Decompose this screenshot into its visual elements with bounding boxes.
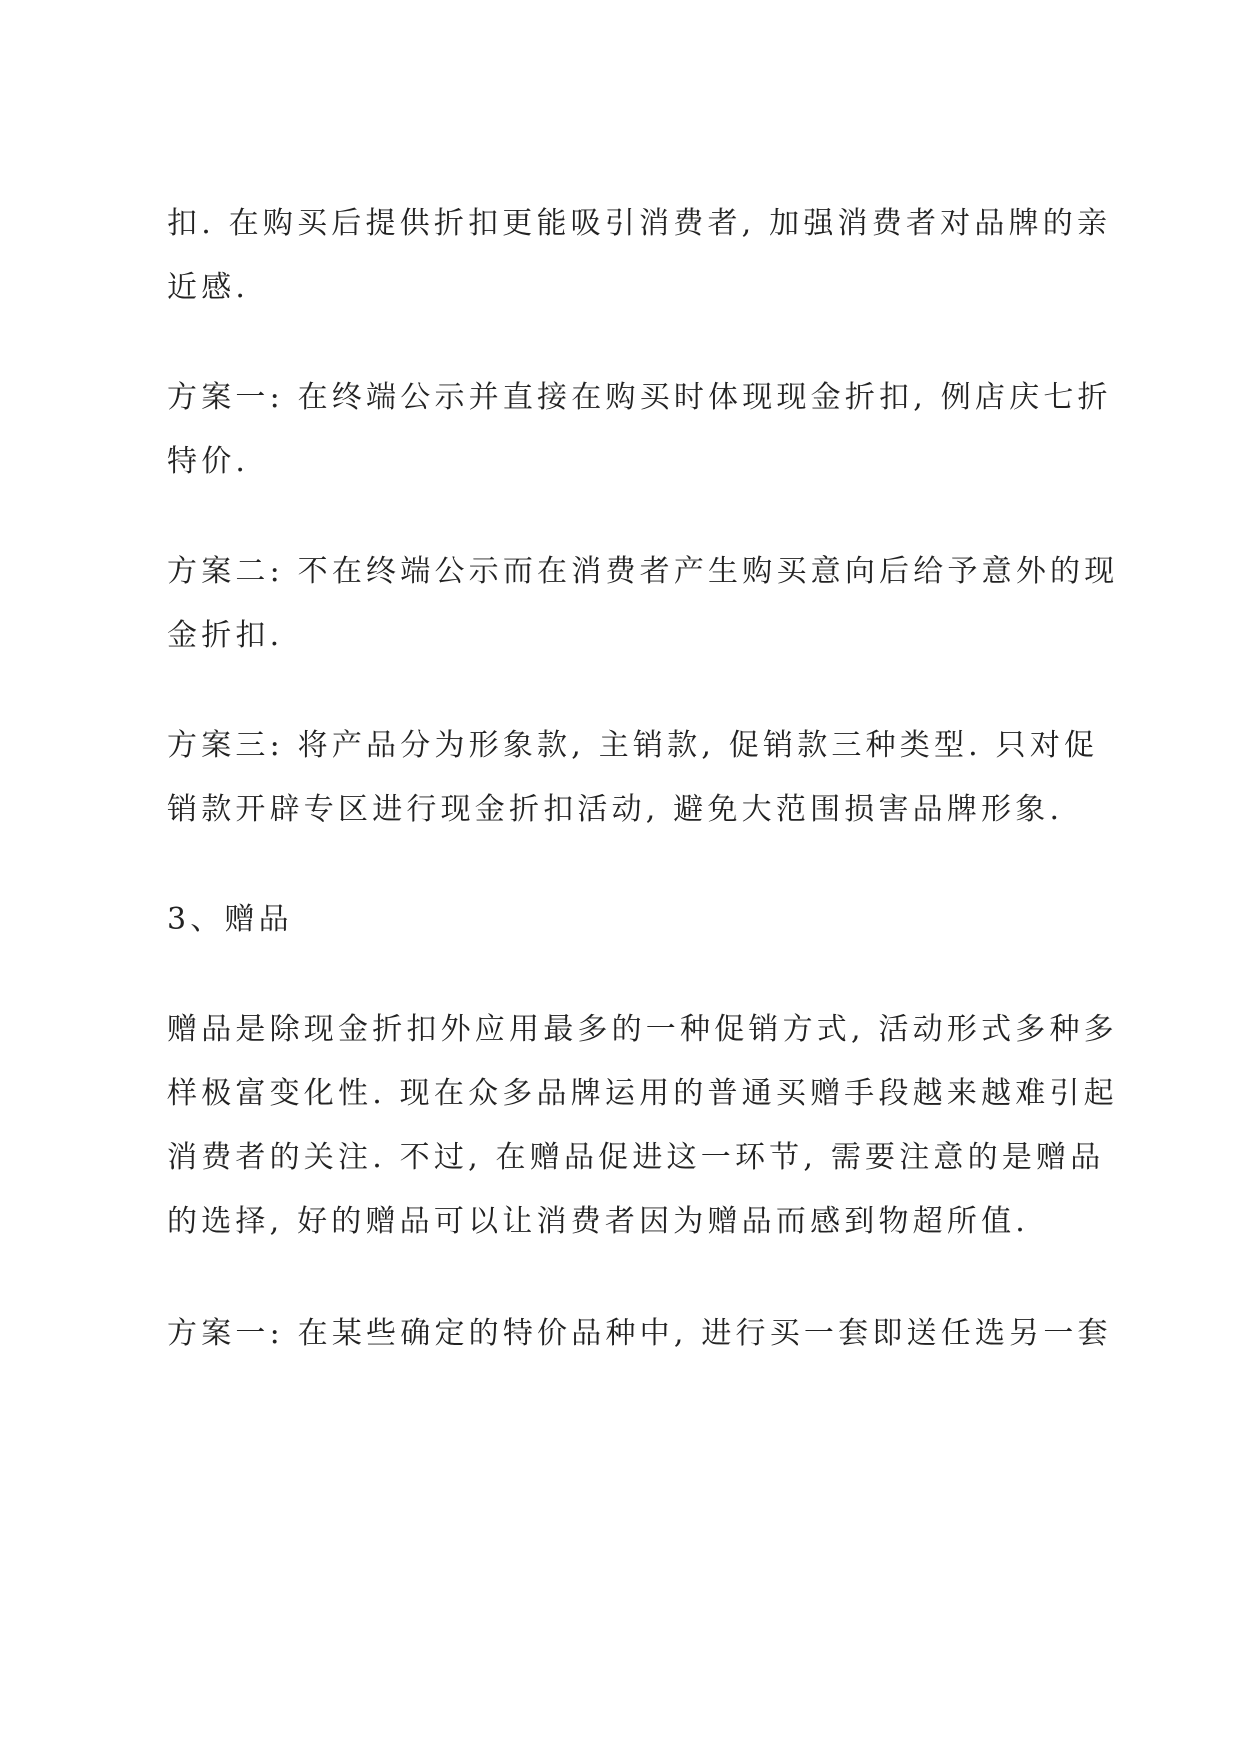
- text-line: 方案一: 在某些确定的特价品种中, 进行买一套即送任选另一套: [167, 1316, 1112, 1351]
- text-line: 的选择, 好的赠品可以让消费者因为赠品而感到物超所值.: [167, 1204, 1030, 1239]
- heading-line: 3、赠品: [167, 902, 293, 937]
- text-line: 样极富变化性. 现在众多品牌运用的普通买赠手段越来越难引起: [167, 1076, 1118, 1111]
- paragraph-discount-intro: [167, 192, 1112, 320]
- text-line: 方案三: 将产品分为形象款, 主销款, 促销款三种类型. 只对促: [167, 728, 1099, 763]
- text-line: 特价.: [167, 444, 250, 479]
- text-line: 金折扣.: [167, 618, 284, 653]
- text-line: 销款开辟专区进行现金折扣活动, 避免大范围损害品牌形象.: [167, 792, 1064, 827]
- paragraph-plan-one: [167, 366, 1112, 494]
- text-line: 方案一: 在终端公示并直接在购买时体现现金折扣, 例店庆七折: [167, 380, 1112, 415]
- text-line: 方案二: 不在终端公示而在消费者产生购买意向后给予意外的现: [167, 554, 1119, 589]
- section-heading-gifts: [167, 888, 1097, 952]
- paragraph-gifts-description: [167, 998, 1118, 1254]
- paragraph-plan-three: [167, 714, 1097, 842]
- paragraph-plan-two: [167, 540, 1119, 668]
- text-line: 近感.: [167, 270, 250, 305]
- paragraph-gift-plan-one: [167, 1302, 1112, 1366]
- text-line: 消费者的关注. 不过, 在赠品促进这一环节, 需要注意的是赠品: [167, 1140, 1105, 1175]
- text-line: 赠品是除现金折扣外应用最多的一种促销方式, 活动形式多种多: [167, 1012, 1118, 1047]
- text-line: 扣. 在购买后提供折扣更能吸引消费者, 加强消费者对品牌的亲: [167, 206, 1112, 241]
